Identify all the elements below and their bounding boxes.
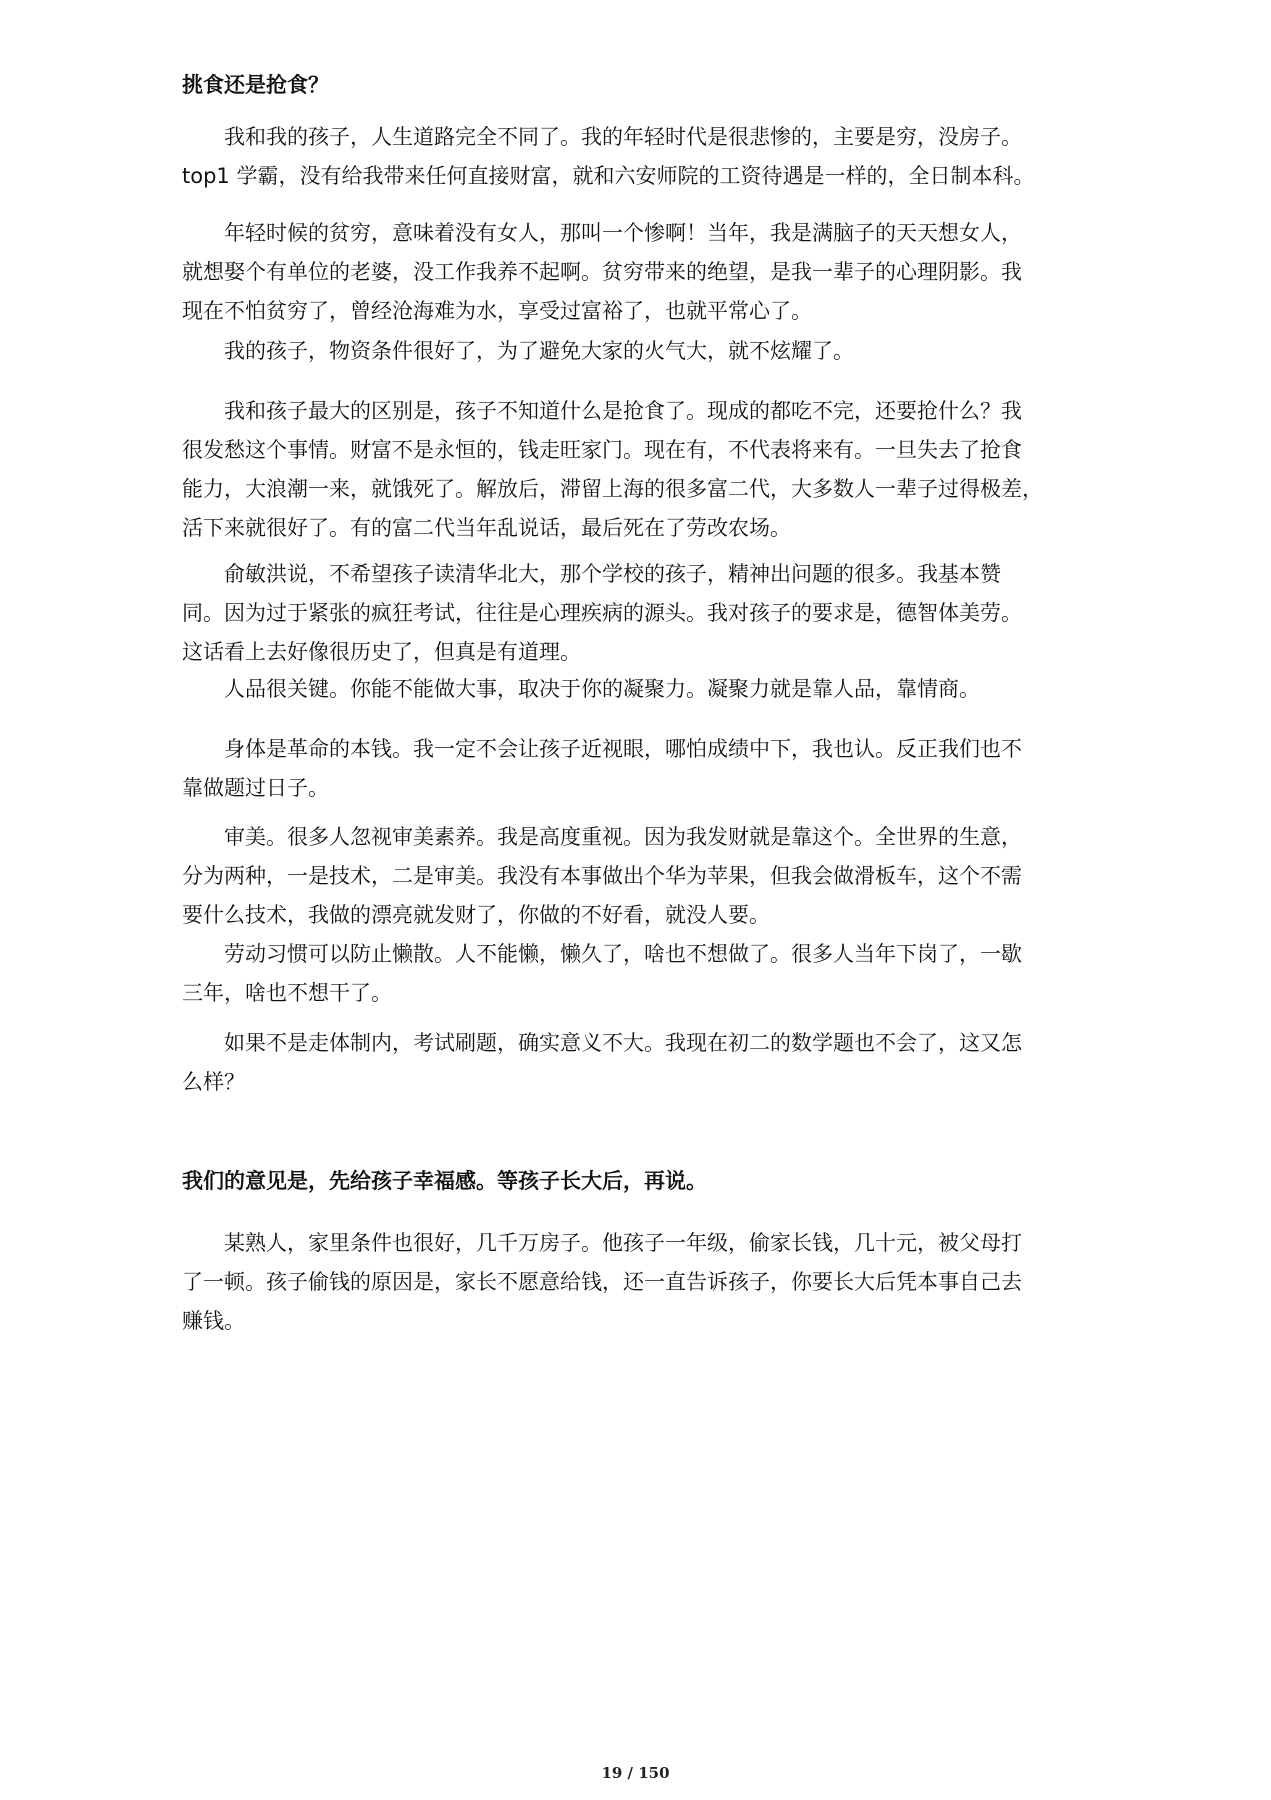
paragraph-line: 这话看上去好像很历史了，但真是有道理。 [182,640,581,664]
paragraph-line: 身体是革命的本钱。我一定不会让孩子近视眼，哪怕成绩中下，我也认。反正我们也不 [224,737,1022,761]
paragraph-3 [182,332,1122,371]
paragraph-line: 现在不怕贫穷了，曾经沧海难为水，享受过富裕了，也就平常心了。 [182,299,812,323]
paragraph-6 [182,670,1122,709]
paragraph-line: 同。因为过于紧张的疯狂考试，往往是心理疾病的源头。我对孩子的要求是，德智体美劳。 [182,601,1022,625]
paragraph-line: 如果不是走体制内，考试刷题，确实意义不大。我现在初二的数学题也不会了，这又怎 [224,1031,1022,1055]
subheading-text: 我们的意见是，先给孩子幸福感。等孩子长大后，再说。 [182,1169,707,1193]
paragraph-line: 么样？ [182,1070,245,1094]
closing-paragraph [182,1224,1122,1341]
paragraph-line: 人品很关键。你能不能做大事，取决于你的凝聚力。凝聚力就是靠人品，靠情商。 [224,677,980,701]
paragraph-8 [182,818,1122,935]
paragraph-line: 就想娶个有单位的老婆，没工作我养不起啊。贫穷带来的绝望，是我一辈子的心理阴影。我 [182,260,1022,284]
paragraph-4 [182,392,1122,548]
paragraph-9 [182,935,1122,1013]
paragraph-line: 年轻时候的贫穷，意味着没有女人，那叫一个惨啊！当年，我是满脑子的天天想女人， [224,221,1022,245]
paragraph-line: 了一顿。孩子偷钱的原因是，家长不愿意给钱，还一直告诉孩子，你要长大后凭本事自己去 [182,1270,1022,1294]
section-subheading [182,1162,1122,1201]
paragraph-line: 很发愁这个事情。财富不是永恒的，钱走旺家门。现在有，不代表将来有。一旦失去了抢食 [182,438,1022,462]
paragraph-5 [182,555,1122,672]
paragraph-10 [182,1024,1122,1102]
paragraph-7 [182,730,1122,808]
paragraph-2 [182,214,1122,331]
paragraph-line: 分为两种，一是技术，二是审美。我没有本事做出个华为苹果，但我会做滑板车，这个不需 [182,864,1022,888]
paragraph-line: 活下来就很好了。有的富二代当年乱说话，最后死在了劳改农场。 [182,516,791,540]
paragraph-line: 我的孩子，物资条件很好了，为了避免大家的火气大，就不炫耀了。 [224,339,854,363]
paragraph-line: 某熟人，家里条件也很好，几千万房子。他孩子一年级，偷家长钱，几十元，被父母打 [224,1231,1022,1255]
paragraph-line: 要什么技术，我做的漂亮就发财了，你做的不好看，就没人要。 [182,903,770,927]
page-number: 19 / 150 [601,1764,670,1782]
paragraph-1 [182,118,1122,196]
paragraph-line: 我和我的孩子，人生道路完全不同了。我的年轻时代是很悲惨的，主要是穷，没房子。 [224,125,1022,149]
paragraph-line: 劳动习惯可以防止懒散。人不能懒，懒久了，啥也不想做了。很多人当年下岗了，一歇 [224,942,1022,966]
paragraph-line: 三年，啥也不想干了。 [182,981,392,1005]
page-title-text: 挑食还是抢食？ [182,73,329,97]
paragraph-line: 我和孩子最大的区别是，孩子不知道什么是抢食了。现成的都吃不完，还要抢什么？我 [224,399,1022,423]
paragraph-line: 俞敏洪说，不希望孩子读清华北大，那个学校的孩子，精神出问题的很多。我基本赞 [224,562,1001,586]
paragraph-line: 靠做题过日子。 [182,776,329,800]
page-title [182,66,1122,105]
paragraph-line: 审美。很多人忽视审美素养。我是高度重视。因为我发财就是靠这个。全世界的生意， [224,825,1022,849]
paragraph-line: top1 学霸，没有给我带来任何直接财富，就和六安师院的工资待遇是一样的，全日制本科。 [182,164,1035,188]
paragraph-line: 能力，大浪潮一来，就饿死了。解放后，滞留上海的很多富二代，大多数人一辈子过得极差， [182,477,1043,501]
paragraph-line: 赚钱。 [182,1309,245,1333]
